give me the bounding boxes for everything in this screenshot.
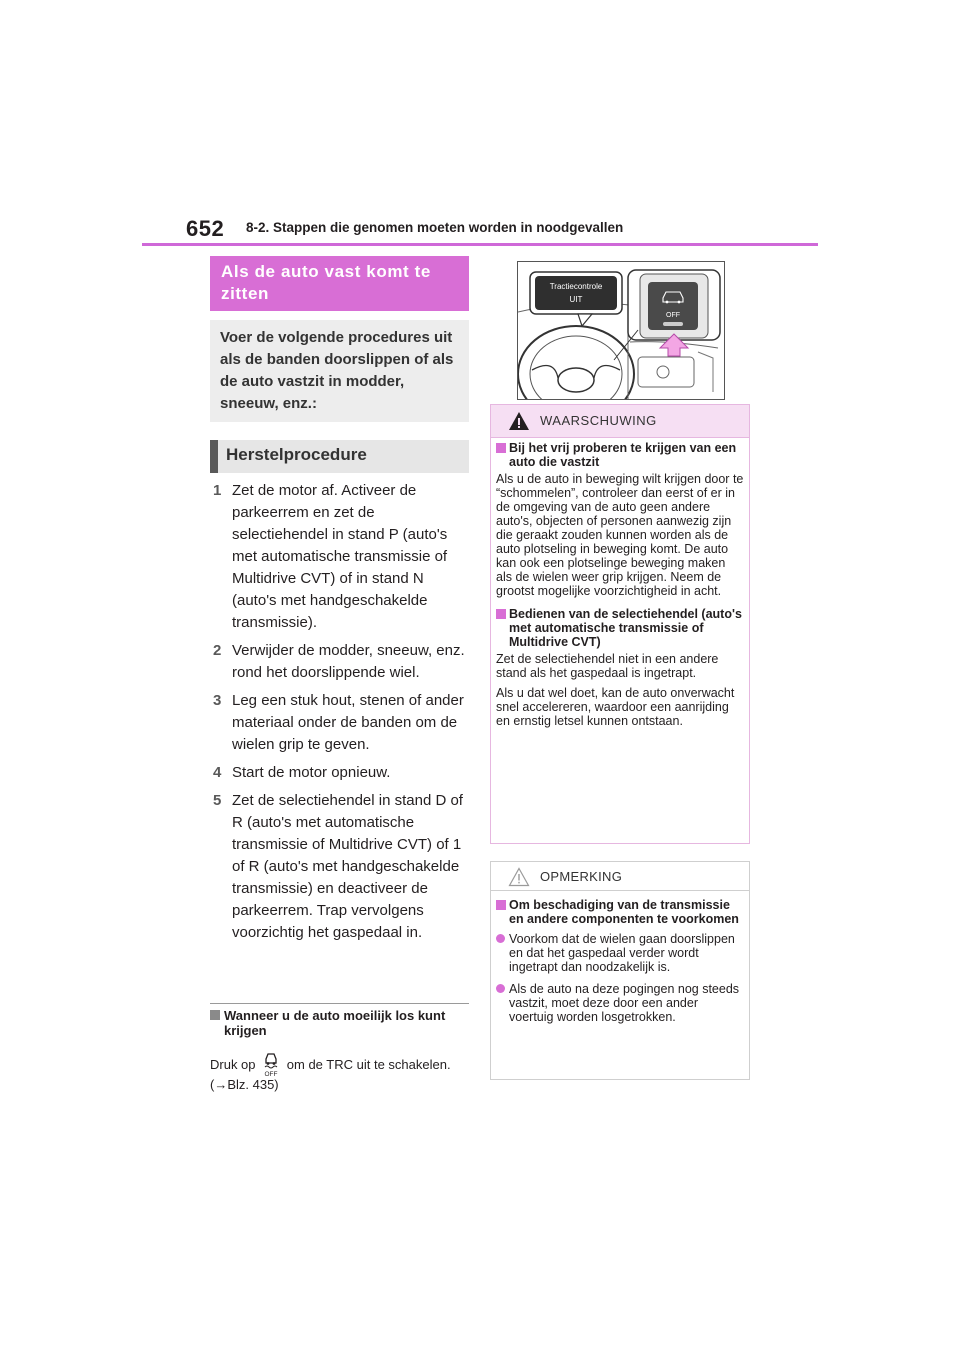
square-bullet-icon bbox=[496, 900, 506, 910]
trc-off-icon bbox=[261, 1051, 281, 1077]
notice-content bbox=[496, 898, 744, 1032]
step-text: Verwijder de modder, sneeuw, enz. rond het doorslippende wiel. bbox=[232, 642, 465, 681]
notice-subheading-text: Om beschadiging van de transmissie en andere componenten te voorkomen bbox=[509, 898, 739, 926]
step-item bbox=[210, 480, 472, 634]
callout-text-2: UIT bbox=[569, 295, 583, 304]
section-heading: Als de auto vast komt te zitten bbox=[210, 256, 469, 311]
notice-bullet bbox=[496, 982, 744, 1024]
step-number: 5 bbox=[213, 792, 222, 809]
step-text: Leg een stuk hout, stenen of ander materiaal onder de banden om de wielen grip te geven. bbox=[232, 692, 464, 753]
warning-subheading-text: Bij het vrij proberen te krijgen van een auto die vastzit bbox=[509, 441, 737, 469]
page-number: 652 bbox=[186, 216, 225, 241]
warning-paragraph: Als u de auto in beweging wilt krijgen door te “schommelen”, controleer dan eerst of er in de omgeving van de auto geen andere auto's, objecten of personen aanwezig zijn die geraakt zouden kunnen worden als de auto plotseling in beweging komt. De auto kan ook een plotselinge beweging maken als de wielen weer grip krijgen. Neem de grootst mogelijke voorzichtigheid in acht. bbox=[496, 472, 744, 598]
warning-subheading-text: Bedienen van de selectiehendel (auto's met automatische transmissie of Multidrive CVT) bbox=[509, 607, 742, 649]
step-number: 1 bbox=[213, 482, 222, 499]
note-heading-text: Wanneer u de auto moeilijk los kunt krijgen bbox=[224, 1008, 446, 1038]
button-label-text: OFF bbox=[666, 312, 680, 319]
round-bullet-icon bbox=[496, 934, 505, 943]
note-body bbox=[210, 1051, 472, 1092]
step-item bbox=[210, 790, 472, 944]
round-bullet-icon bbox=[496, 984, 505, 993]
dashboard-illustration bbox=[517, 261, 725, 400]
notice-title: OPMERKING bbox=[540, 869, 623, 884]
step-number: 4 bbox=[213, 764, 222, 781]
step-item bbox=[210, 690, 472, 756]
section-title: 8-2. Stappen die genomen moeten worden in noodgevallen bbox=[246, 220, 624, 235]
step-number: 2 bbox=[213, 642, 222, 659]
intro-text: Voer de volgende procedures uit als de banden doorslippen of als de auto vastzit in modder, sneeuw, enz.: bbox=[210, 320, 469, 422]
square-bullet-icon bbox=[496, 443, 506, 453]
step-item bbox=[210, 640, 472, 684]
notice-bullet-text: Als de auto na deze pogingen nog steeds vastzit, moet deze door een ander voertuig worden losgetrokken. bbox=[509, 982, 740, 1024]
step-text: Zet de selectiehendel in stand D of R (auto's met automatische transmissie of Multidrive CVT) of 1 of R (auto's met handgeschakelde transmissie) en deactiveer de parkeerrem. Trap vervolgens voorzichtig het gaspedaal in. bbox=[232, 792, 463, 941]
callout-text-1: Tractiecontrole bbox=[549, 282, 603, 291]
square-bullet-icon bbox=[210, 1010, 220, 1020]
step-number: 3 bbox=[213, 692, 222, 709]
step-text: Zet de motor af. Activeer de parkeerrem en zet de selectiehendel in stand P (auto's met automatische transmissie of Multidrive CVT) of in stand N (auto's met handgeschakelde transmissie). bbox=[232, 482, 448, 631]
step-text: Start de motor opnieuw. bbox=[232, 764, 391, 781]
square-bullet-icon bbox=[496, 609, 506, 619]
warning-title: WAARSCHUWING bbox=[540, 413, 657, 428]
warning-content bbox=[496, 441, 744, 734]
warning-subheading bbox=[496, 607, 744, 649]
note-heading bbox=[210, 1008, 460, 1038]
notice-bullet-text: Voorkom dat de wielen gaan doorslippen en dat het gaspedaal verder wordt ingetrapt dan noodzakelijk is. bbox=[509, 932, 735, 974]
caution-triangle-icon bbox=[508, 867, 530, 887]
header-rule bbox=[142, 243, 818, 246]
warning-subheading bbox=[496, 441, 744, 469]
warning-triangle-icon bbox=[508, 411, 530, 431]
warning-paragraph: Zet de selectiehendel niet in een andere stand als het gaspedaal is ingetrapt. bbox=[496, 652, 719, 680]
note-divider bbox=[210, 1003, 469, 1004]
subheading: Herstelprocedure bbox=[210, 440, 469, 473]
svg-text:OFF: OFF bbox=[264, 1071, 278, 1077]
note-text-before: Druk op bbox=[210, 1057, 256, 1072]
step-item bbox=[210, 762, 472, 784]
step-list bbox=[210, 480, 472, 950]
notice-subheading bbox=[496, 898, 744, 926]
notice-bullet bbox=[496, 932, 744, 974]
warning-paragraph: Als u dat wel doet, kan de auto onverwacht snel accelereren, waardoor een aanrijding en ernstig letsel kunnen ontstaan. bbox=[496, 686, 735, 728]
note-text-after: om de TRC uit te schakelen. (→Blz. 435) bbox=[210, 1057, 451, 1092]
